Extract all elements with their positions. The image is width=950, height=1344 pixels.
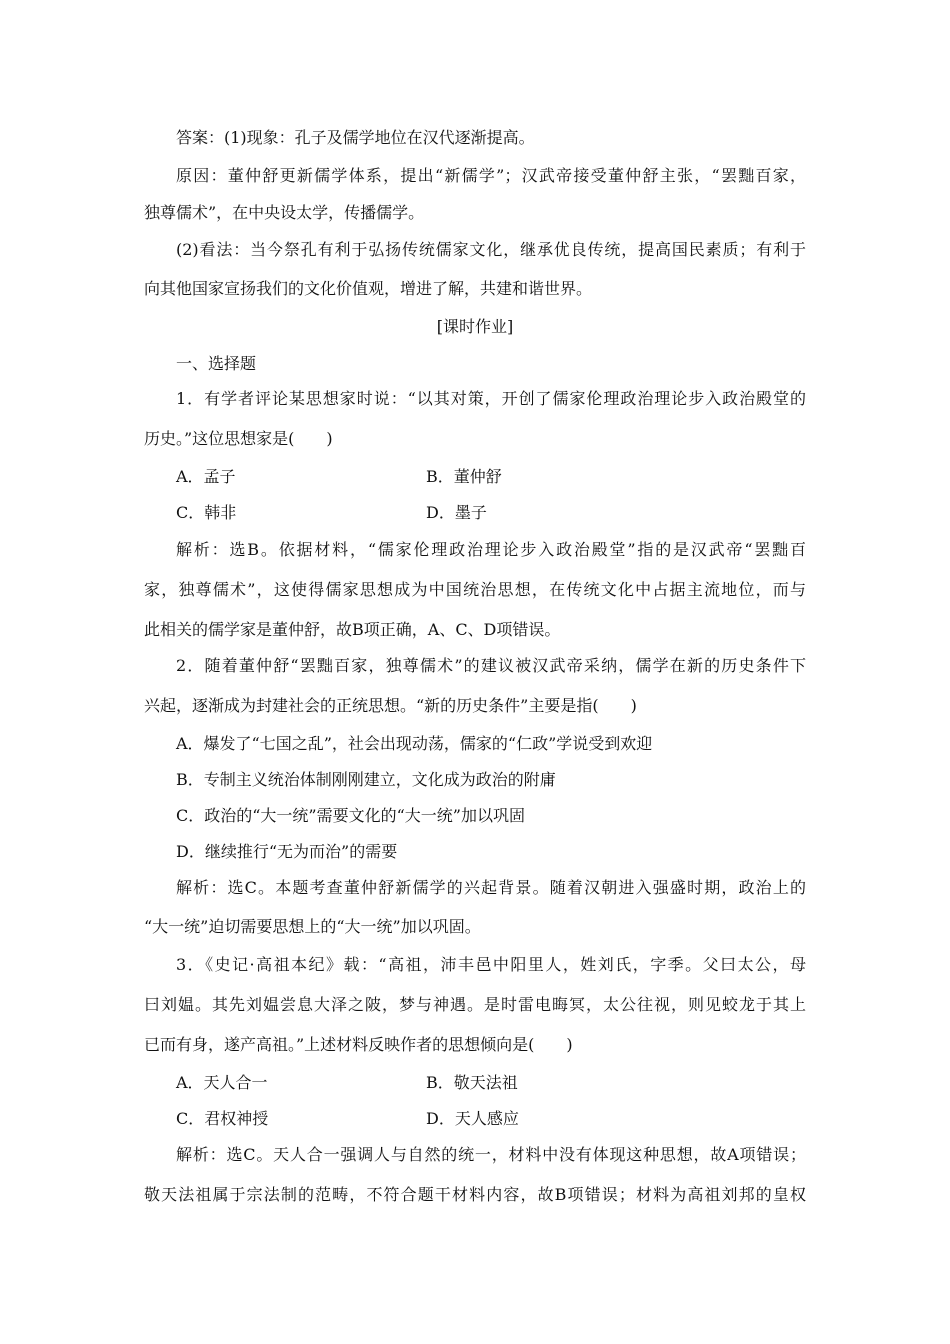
q2-option-b: B．专制主义统治体制刚刚建立，文化成为政治的附庸 bbox=[176, 770, 556, 789]
q1-option-d: D．墨子 bbox=[426, 503, 487, 522]
q1-analysis-line-3: 此相关的儒学家是董仲舒，故B项正确，A、C、D项错误。 bbox=[144, 620, 561, 639]
q3-analysis-line-1: 解析：选C。天人合一强调人与自然的统一，材料中没有体现这种思想，故A项错误； bbox=[176, 1145, 806, 1164]
q3-stem-line-1: 3．《史记·高祖本纪》载：“高祖，沛丰邑中阳里人，姓刘氏，字季。父曰太公，母 bbox=[176, 955, 806, 974]
q2-option-a: A．爆发了“七国之乱”，社会出现动荡，儒家的“仁政”学说受到欢迎 bbox=[176, 734, 653, 753]
q3-option-c: C．君权神授 bbox=[176, 1109, 269, 1128]
answer-reason-line-1: 原因：董仲舒更新儒学体系，提出“新儒学”；汉武帝接受董仲舒主张，“罢黜百家， bbox=[176, 166, 806, 185]
q1-analysis-line-1: 解析：选B。依据材料，“儒家伦理政治理论步入政治殿堂”指的是汉武帝“罢黜百 bbox=[176, 540, 806, 559]
homework-title: [课时作业] bbox=[436, 317, 514, 336]
q1-analysis-line-2: 家，独尊儒术”，这使得儒家思想成为中国统治思想，在传统文化中占据主流地位，而与 bbox=[144, 580, 806, 599]
q1-stem-line-1: 1．有学者评论某思想家时说：“以其对策，开创了儒家伦理政治理论步入政治殿堂的 bbox=[176, 389, 806, 408]
q2-option-c: C．政治的“大一统”需要文化的“大一统”加以巩固 bbox=[176, 806, 525, 825]
q3-option-d: D．天人感应 bbox=[426, 1109, 519, 1128]
q3-stem-line-3: 已而有身，遂产高祖。”上述材料反映作者的思想倾向是( ) bbox=[144, 1035, 573, 1054]
q1-stem-line-2: 历史。”这位思想家是( ) bbox=[144, 429, 333, 448]
answer-line-1: 答案：(1)现象：孔子及儒学地位在汉代逐渐提高。 bbox=[176, 128, 535, 147]
q2-analysis-line-1: 解析：选C。本题考查董仲舒新儒学的兴起背景。随着汉朝进入强盛时期，政治上的 bbox=[176, 878, 806, 897]
answer-reason-line-2: 独尊儒术”，在中央设太学，传播儒学。 bbox=[144, 203, 425, 222]
answer-view-line-1: (2)看法：当今祭孔有利于弘扬传统儒家文化，继承优良传统，提高国民素质；有利于 bbox=[176, 240, 806, 259]
q1-option-c: C．韩非 bbox=[176, 503, 237, 522]
q3-stem-line-2: 曰刘媪。其先刘媪尝息大泽之陂，梦与神遇。是时雷电晦冥，太公往视，则见蛟龙于其上 bbox=[144, 995, 806, 1014]
q2-option-d: D．继续推行“无为而治”的需要 bbox=[176, 842, 398, 861]
q3-option-a: A．天人合一 bbox=[176, 1073, 268, 1092]
q1-option-b: B．董仲舒 bbox=[426, 467, 502, 486]
q3-option-b: B．敬天法祖 bbox=[426, 1073, 518, 1092]
q2-stem-line-1: 2．随着董仲舒“罢黜百家，独尊儒术”的建议被汉武帝采纳，儒学在新的历史条件下 bbox=[176, 656, 806, 675]
q2-stem-line-2: 兴起，逐渐成为封建社会的正统思想。“新的历史条件”主要是指( ) bbox=[144, 696, 637, 715]
q3-analysis-line-2: 敬天法祖属于宗法制的范畴，不符合题干材料内容，故B项错误；材料为高祖刘邦的皇权 bbox=[144, 1185, 806, 1204]
q2-analysis-line-2: “大一统”迫切需要思想上的“大一统”加以巩固。 bbox=[144, 917, 481, 936]
answer-view-line-2: 向其他国家宣扬我们的文化价值观，增进了解，共建和谐世界。 bbox=[144, 279, 593, 298]
q1-option-a: A．孟子 bbox=[176, 467, 236, 486]
section-title: 一、选择题 bbox=[176, 354, 257, 373]
